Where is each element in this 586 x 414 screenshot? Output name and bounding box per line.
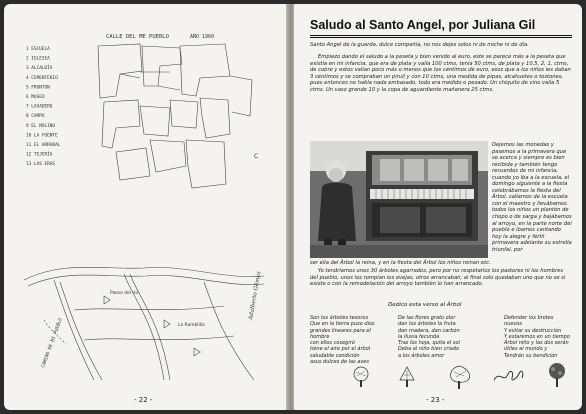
article-side-text: Dejemos las monedas y pasemos a la primavera que se acerca y siempre es bien recibida y también tengo recuerdos de mi infancia, cuando yo iba a la escuela, el domingo siguiente a la fiesta celebrábamos la fiesta del Árbol, salíamos de la escuela con el maestro y llevábamos todos los niños un plantón de chopo o de sarga y bajábamos al arroyo, en la parte norte del pueblo e íbamos cantando hoy la alegre y fértil primavera adelante su estrella triunfal, por: [492, 142, 572, 253]
map-signature: Adalberto Gómez: [248, 270, 263, 321]
poem-line: Tendrán su bendición: [504, 352, 558, 359]
tree-drawing-icon: [444, 364, 474, 390]
map-legend-item: 13 LAS ERAS: [26, 162, 56, 168]
article-intro: Santo Angel de la guarda, dulce compañía, no nos dejes solos ni de noche ni de día.: [310, 42, 529, 48]
map-legend-item: 2 IGLESIA: [26, 56, 50, 62]
right-page-number: - 23 -: [426, 396, 445, 404]
map-heading-extra: AÑO 1960: [190, 34, 215, 40]
poem-line: dan los árboles la fruta: [398, 321, 456, 328]
map-legend-item: 1 ESCUELA: [26, 47, 50, 52]
route-label-2: Paseo del río: [110, 291, 139, 296]
map-legend-item: 10 LA FUENTE: [26, 133, 58, 139]
map-legend-item: 3 ALCALDÍA: [26, 66, 53, 72]
right-page: [294, 4, 582, 410]
poem-line: Que en la tierra puso dios: [310, 321, 375, 328]
poem-column-3: [504, 315, 578, 359]
map-legend-item: 9 EL MOLINO: [26, 123, 56, 129]
tree-drawing-icon: [352, 366, 370, 388]
route-label-3: La Ramblilla: [178, 323, 205, 328]
left-page: [4, 4, 288, 410]
poem-line: útiles al mundo y: [504, 346, 548, 353]
map-heading: CALLE DEL ME PUEBLO: [106, 34, 169, 40]
poem-line: asus dulces de las aves: [310, 359, 369, 366]
poem-line: grandes lineares para el hombre: [310, 327, 371, 340]
poem-column-2: [398, 315, 478, 359]
poem-line: a los árboles amor: [398, 352, 445, 359]
map-legend-item: 6 MUSEO: [26, 95, 45, 100]
map-legend-item: 11 EL ARRABAL: [26, 143, 61, 148]
map-letter: C: [254, 153, 259, 160]
poem-line: dan madera, dan carbón: [398, 327, 460, 334]
article-paragraph-1: Empiezo dando el saludo a la peseta y bien venido al euro, este se parece más a la peseta que existía en mi infancia, que era de plata y valía 100 ctms, tenía 50 ctms, de plata y 10,5, 2, 1, ctms, de cobre y estos valían poco más o menos que los céntimos de euro, esos que a los niños les daban 3 céntimos y se compraban un pirulí y con 10 ctms, una medida de pipas, alcahuetes o tostones, pues entonces no había nada embasado, todo era medido o pesado. Un chiquito de vino valía 5 ctms. Un vaso grande 10 y la copa de aguardiente mañanera 25 ctms.: [310, 54, 571, 93]
map-legend-item: 5 FRONTÓN: [26, 85, 50, 91]
title-rule-2: [310, 37, 572, 38]
title-rule: [310, 35, 572, 36]
route-map-sketch: [14, 240, 276, 390]
poem-column-1: [310, 315, 390, 365]
poem-dedication: Dedico esta verso al Árbol: [388, 302, 462, 308]
article-title: Saludo al Santo Angel, por Juliana Gil: [310, 18, 536, 32]
article-paragraph-4: Yo tendríamos unos 30 árboles agarrados, pero por no respetarlos los pastores ni los hombres del pueblo, unos los rompían los ovejas, otros arrancaban, al final solo quedaban uno que no se si existe o con la remodelación del arroyo también lo han arrancado.: [310, 268, 566, 287]
signature-mark: [492, 366, 526, 386]
poem-line: Son los árboles tesoros: [310, 315, 369, 321]
poem-line: Árbol niño y las dos serán: [504, 340, 569, 347]
map-legend-item: 7 LAVADERO: [26, 104, 53, 110]
tree-drawing-icon: [546, 362, 568, 388]
poem-line: Deba al niño bien criado: [398, 346, 460, 353]
map-legend-item: 12 TEJERÍA: [26, 152, 53, 158]
map-legend-item: 4 CEMENTERIO: [26, 75, 58, 81]
photo-woman-piano: [310, 141, 488, 258]
route-label-1: CAMINO DE MI PUEBLO: [41, 317, 64, 369]
poem-line: nuevos: [504, 321, 523, 328]
tree-drawing-icon: [398, 366, 416, 388]
map-legend-item: 8 CAMPO: [26, 114, 45, 120]
poem-line: Tras los hoja, quita el sol: [398, 340, 460, 347]
poem-line: Y estaremos en un tiempo: [504, 333, 570, 340]
article-paragraph-3: ser ella del Árbol la reina, y en la fiesta del Árbol los niños reinan etc.: [310, 260, 491, 266]
poem-line: la lluvia fecunda: [398, 333, 440, 340]
poem-line: con ellos cosegiró: [310, 340, 355, 347]
poem-line: Y evitar su destrucción: [504, 327, 562, 334]
poem-line: De las flores grato olor: [398, 315, 456, 321]
poem-line: Defender los brotes: [504, 315, 554, 321]
left-page-number: - 22 -: [134, 396, 153, 404]
village-map-sketch: [20, 16, 270, 202]
poem-line: saludable condición: [310, 352, 360, 359]
poem-line: tiene el aire por el árbol: [310, 346, 371, 353]
